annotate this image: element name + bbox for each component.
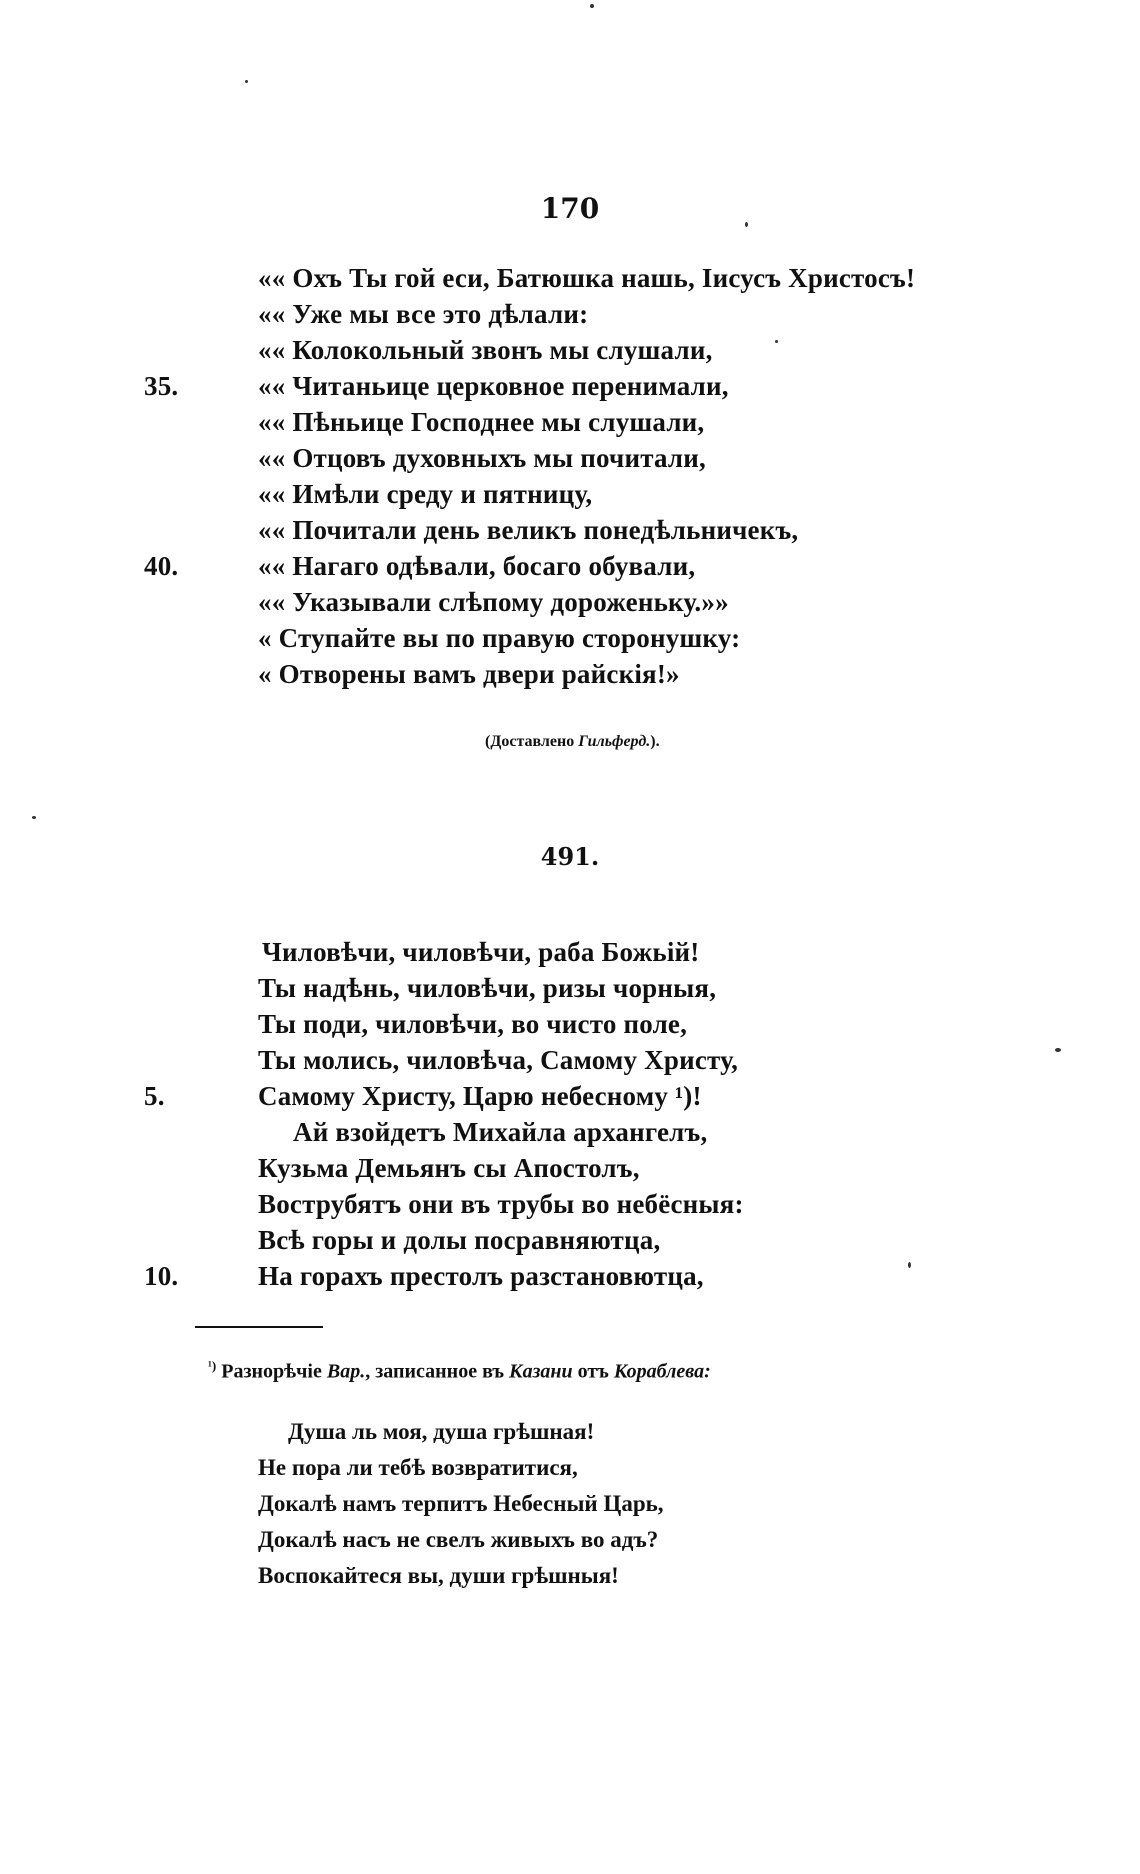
attribution-name: Гильферд. <box>578 733 651 750</box>
footnote-head-middle: , записанное въ <box>365 1360 510 1383</box>
verse-text: Вострубятъ они въ трубы во небёсныя: <box>258 1189 744 1219</box>
verse-line <box>200 440 1020 476</box>
attribution-suffix: ). <box>650 733 660 750</box>
footnote-verse-line: Воспокайтеся вы, души грѣшныя! <box>258 1563 619 1588</box>
verse-line <box>200 404 1020 440</box>
attribution-prefix: (Доставлено <box>485 733 579 750</box>
scan-speck <box>590 4 594 8</box>
verse-text: «« Колокольный звонъ мы слушали, <box>258 335 713 365</box>
footnote-head-text: Разнорѣчіе <box>216 1360 327 1383</box>
poem-170-verses <box>144 260 1020 692</box>
verse-line <box>200 260 1020 296</box>
verse-line <box>200 1222 1020 1258</box>
verse-text: «« Почитали день великъ понедѣльничекъ, <box>258 515 799 545</box>
verse-text: Ты молись, чиловѣча, Самому Христу, <box>258 1045 739 1075</box>
verse-line <box>200 584 1020 620</box>
line-number: 40. <box>144 551 179 581</box>
verse-line <box>200 1114 1020 1150</box>
verse-text: Всѣ горы и долы посравняютца, <box>258 1225 661 1255</box>
verse-text: «« Пѣньице Господнее мы слушали, <box>258 407 705 437</box>
scan-speck <box>32 816 36 819</box>
verse-line <box>144 1258 1020 1294</box>
verse-line <box>200 1042 1020 1078</box>
verse-line <box>144 368 1020 404</box>
line-number: 5. <box>144 1081 165 1111</box>
verse-text: «« Имѣли среду и пятницу, <box>258 479 593 509</box>
verse-text: « Отворены вамъ двери райскія!» <box>258 659 680 689</box>
verse-text: Чиловѣчи, чиловѣчи, раба Божьій! <box>262 937 700 967</box>
footnote-head-from: отъ <box>572 1360 614 1383</box>
footnote-head-place: Казани <box>509 1360 573 1383</box>
footnote-verse-line: Докалѣ намъ терпитъ Небесный Царь, <box>258 1491 664 1516</box>
verse-text: «« Нагаго одѣвали, босаго обували, <box>258 551 696 581</box>
verse-line <box>200 656 1020 692</box>
verse-line <box>200 1186 1020 1222</box>
scan-speck <box>245 80 248 83</box>
verse-line <box>200 476 1020 512</box>
verse-text: «« Читаньице церковное перенимали, <box>258 371 729 401</box>
verse-line <box>200 332 1020 368</box>
verse-text: Ты поди, чиловѣчи, во чисто поле, <box>258 1009 688 1039</box>
verse-text: Ты надѣнь, чиловѣчи, ризы чорныя, <box>258 973 717 1003</box>
verse-line <box>144 1078 1020 1114</box>
footnote-verses <box>258 1414 664 1594</box>
verse-text: Ай взойдетъ Михайла архангелъ, <box>293 1117 708 1147</box>
verse-line <box>200 296 1020 332</box>
scan-speck <box>908 1262 911 1268</box>
line-number: 10. <box>144 1261 179 1291</box>
footnote-heading <box>208 1358 711 1384</box>
poem-491-verses <box>144 934 1020 1294</box>
footnote-verse-line: Душа ль моя, душа грѣшная! <box>288 1419 595 1444</box>
scan-speck <box>1055 1048 1061 1052</box>
footnote-verse-line: Не пора ли тебѣ возвратитися, <box>258 1455 578 1480</box>
verse-line <box>144 548 1020 584</box>
verse-line <box>200 934 1020 970</box>
footnote-divider <box>195 1326 323 1328</box>
footnote-head-var: Вар. <box>326 1360 366 1383</box>
line-number: 35. <box>144 371 179 401</box>
verse-line <box>200 1150 1020 1186</box>
verse-text: «« Уже мы все это дѣлали: <box>258 299 589 329</box>
verse-text: Самому Христу, Царю небесному ¹)! <box>258 1081 702 1111</box>
page-number: 170 <box>540 192 600 225</box>
scan-speck <box>775 340 778 343</box>
scan-speck <box>745 222 748 227</box>
verse-line <box>200 512 1020 548</box>
verse-text: «« Отцовъ духовныхъ мы почитали, <box>258 443 706 473</box>
verse-text: « Ступайте вы по правую сторонушку: <box>258 623 741 653</box>
verse-text: Кузьма Демьянъ сы Апостолъ, <box>258 1153 640 1183</box>
footnote-verse-line: Докалѣ насъ не свелъ живыхъ во адъ? <box>258 1527 659 1552</box>
footnote-marker: ¹) <box>208 1358 217 1373</box>
verse-line <box>200 970 1020 1006</box>
footnote-head-person: Кораблева: <box>613 1360 711 1383</box>
verse-text: На горахъ престолъ разстановютца, <box>258 1261 704 1291</box>
poem-number: 491. <box>540 842 600 871</box>
verse-text: «« Указывали слѣпому дороженьку.»» <box>258 587 729 617</box>
verse-line <box>200 620 1020 656</box>
verse-text: «« Охъ Ты гой еси, Батюшка нашь, Іисусъ Христосъ! <box>258 263 916 293</box>
attribution <box>485 733 660 751</box>
verse-line <box>200 1006 1020 1042</box>
